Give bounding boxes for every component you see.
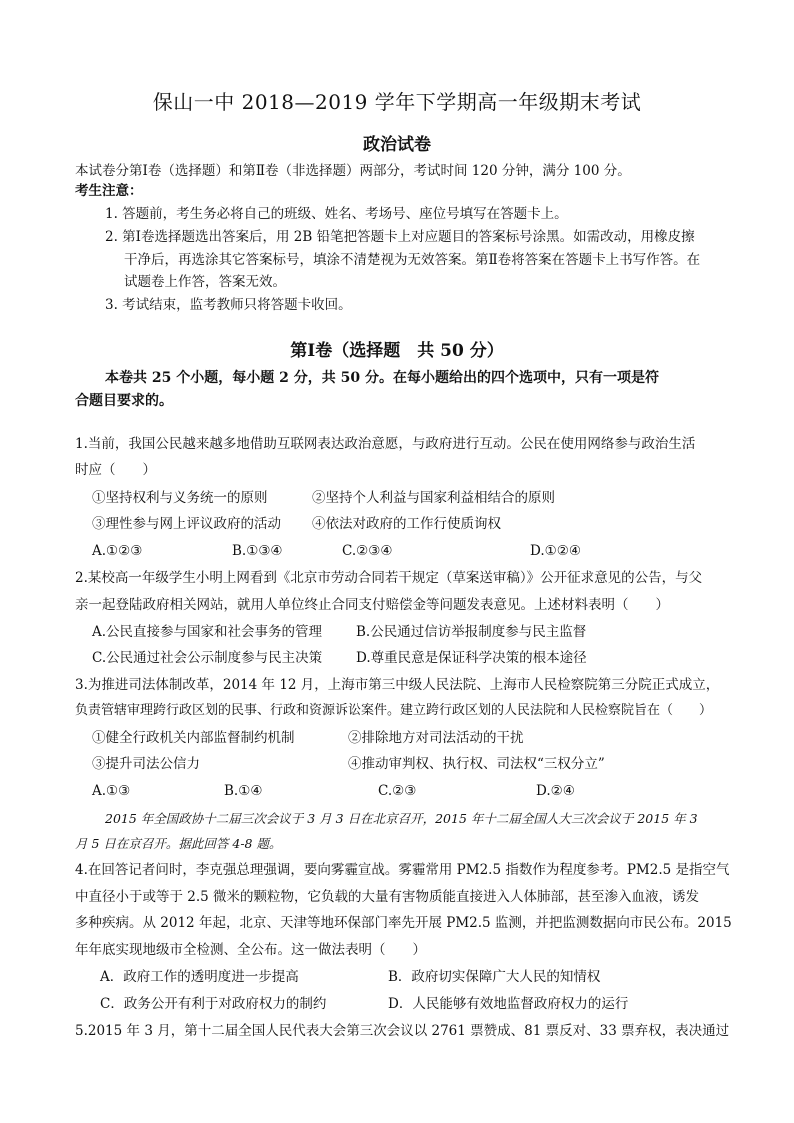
exam-title: 保山一中 2018—2019 学年下学期高一年级期末考试: [152, 90, 642, 114]
question-2-option-b: B.公民通过信访举报制度参与民主监督: [356, 624, 587, 640]
notice-item-2-cont: 干净后，再选涂其它答案标号，填涂不清楚视为无效答案。第Ⅱ卷将答案在答题卡上书写作答。在: [124, 252, 701, 268]
section-instructions: 本卷共 25 个小题，每小题 2 分，共 50 分。在每小题给出的四个选项中，只有一项是符: [105, 370, 659, 386]
question-4-option-a: A．政府工作的透明度进一步提高: [100, 969, 299, 985]
section-instructions-cont: 合题目要求的。: [75, 393, 173, 409]
question-3-option-c: C.②③: [378, 783, 417, 799]
question-3-statement-1: ①健全行政机关内部监督制约机制: [92, 730, 295, 746]
question-2-option-c: C.公民通过社会公示制度参与民主决策: [92, 650, 323, 666]
question-4-stem-cont3: 年年底实现地级市全检测、全公布。这一做法表明（ ）: [75, 942, 426, 958]
question-2-option-d: D.尊重民意是保证科学决策的根本途径: [356, 650, 587, 666]
question-2-option-a: A.公民直接参与国家和社会事务的管理: [92, 624, 323, 640]
question-1-stem-cont: 时应（ ）: [75, 462, 156, 478]
question-3-statement-2: ②排除地方对司法活动的干扰: [348, 730, 524, 746]
section-heading: 第Ⅰ卷（选择题 共 50 分）: [290, 341, 504, 361]
question-4-option-d: D．人民能够有效地监督政府权力的运行: [388, 996, 629, 1012]
question-3-option-b: B.①④: [224, 783, 263, 799]
question-1-option-c: C.②③④: [342, 543, 393, 559]
intro-text: 本试卷分第Ⅰ卷（选择题）和第Ⅱ卷（非选择题）两部分，考试时间 120 分钟，满分 100 分。: [75, 163, 631, 179]
exam-subtitle: 政治试卷: [363, 135, 431, 155]
question-1-statement-1: ①坚持权利与义务统一的原则: [92, 490, 268, 506]
question-3-option-a: A.①③: [92, 783, 131, 799]
question-1-option-b: B.①③④: [232, 543, 283, 559]
question-3-statement-4: ④推动审判权、执行权、司法权“三权分立”: [348, 756, 605, 772]
question-1-option-a: A.①②③: [92, 543, 143, 559]
question-5-stem: 5.2015 年 3 月，第十二届全国人民代表大会第三次会议以 2761 票赞成、81 票反对、33 票弃权，表决通过: [75, 1023, 730, 1039]
material-text: 2015 年全国政协十二届三次会议于 3 月 3 日在北京召开，2015 年十二届全国人大三次会议于 2015 年 3: [105, 811, 698, 826]
question-4-stem: 4.在回答记者问时，李克强总理强调，要向雾霾宣战。雾霾常用 PM2.5 指数作为程度参考。PM2.5 是指空气: [75, 862, 730, 878]
question-4-stem-cont: 中直径小于或等于 2.5 微米的颗粒物，它负载的大量有害物质能直接进入人体肺部，甚至渗入血液，诱发: [75, 889, 700, 905]
question-1-statement-4: ④依法对政府的工作行使质询权: [312, 516, 501, 532]
question-3-stem-cont: 负责管辖审理跨行政区划的民事、行政和资源诉讼案件。建立跨行政区划的人民法院和人民检察院旨在（ ）: [75, 703, 713, 718]
question-3-statement-3: ③提升司法公信力: [92, 756, 200, 772]
notice-item-2-cont2: 试题卷上作答，答案无效。: [124, 274, 286, 290]
notice-item-3: 3. 考试结束，监考教师只将答题卡收回。: [105, 297, 352, 313]
question-3-stem: 3.为推进司法体制改革，2014 年 12 月，上海市第三中级人民法院、上海市人民检察院第三分院正式成立，: [75, 677, 720, 693]
question-1-option-d: D.①②④: [530, 543, 581, 559]
question-4-option-b: B．政府切实保障广大人民的知情权: [388, 969, 601, 985]
question-1-stem: 1.当前，我国公民越来越多地借助互联网表达政治意愿，与政府进行互动。公民在使用网络参与政治生活: [75, 436, 696, 452]
question-2-stem: 2.某校高一年级学生小明上网看到《北京市劳动合同若干规定（草案送审稿）》公开征求意见的公告，与父: [75, 570, 703, 586]
question-1-statement-2: ②坚持个人利益与国家利益相结合的原则: [312, 490, 555, 506]
material-text-cont: 月 5 日在京召开。据此回答 4-8 题。: [75, 836, 282, 851]
question-4-stem-cont2: 多种疾病。从 2012 年起，北京、天津等地环保部门率先开展 PM2.5 监测，并把监测数据向市民公布。2015: [75, 915, 732, 931]
question-2-stem-cont: 亲一起登陆政府相关网站，就用人单位终止合同支付赔偿金等问题发表意见。上述材料表明（ ）: [75, 597, 669, 613]
question-1-statement-3: ③理性参与网上评议政府的活动: [92, 516, 281, 532]
notice-item-2: 2. 第Ⅰ卷选择题选出答案后，用 2B 铅笔把答题卡上对应题目的答案标号涂黑。如需改动，用橡皮擦: [105, 229, 695, 245]
question-4-option-c: C．政务公开有利于对政府权力的制约: [100, 996, 327, 1012]
notice-heading: 考生注意：: [75, 183, 143, 199]
question-3-option-d: D.②④: [536, 783, 575, 799]
notice-item-1: 1. 答题前，考生务必将自己的班级、姓名、考场号、座位号填写在答题卡上。: [105, 206, 568, 222]
